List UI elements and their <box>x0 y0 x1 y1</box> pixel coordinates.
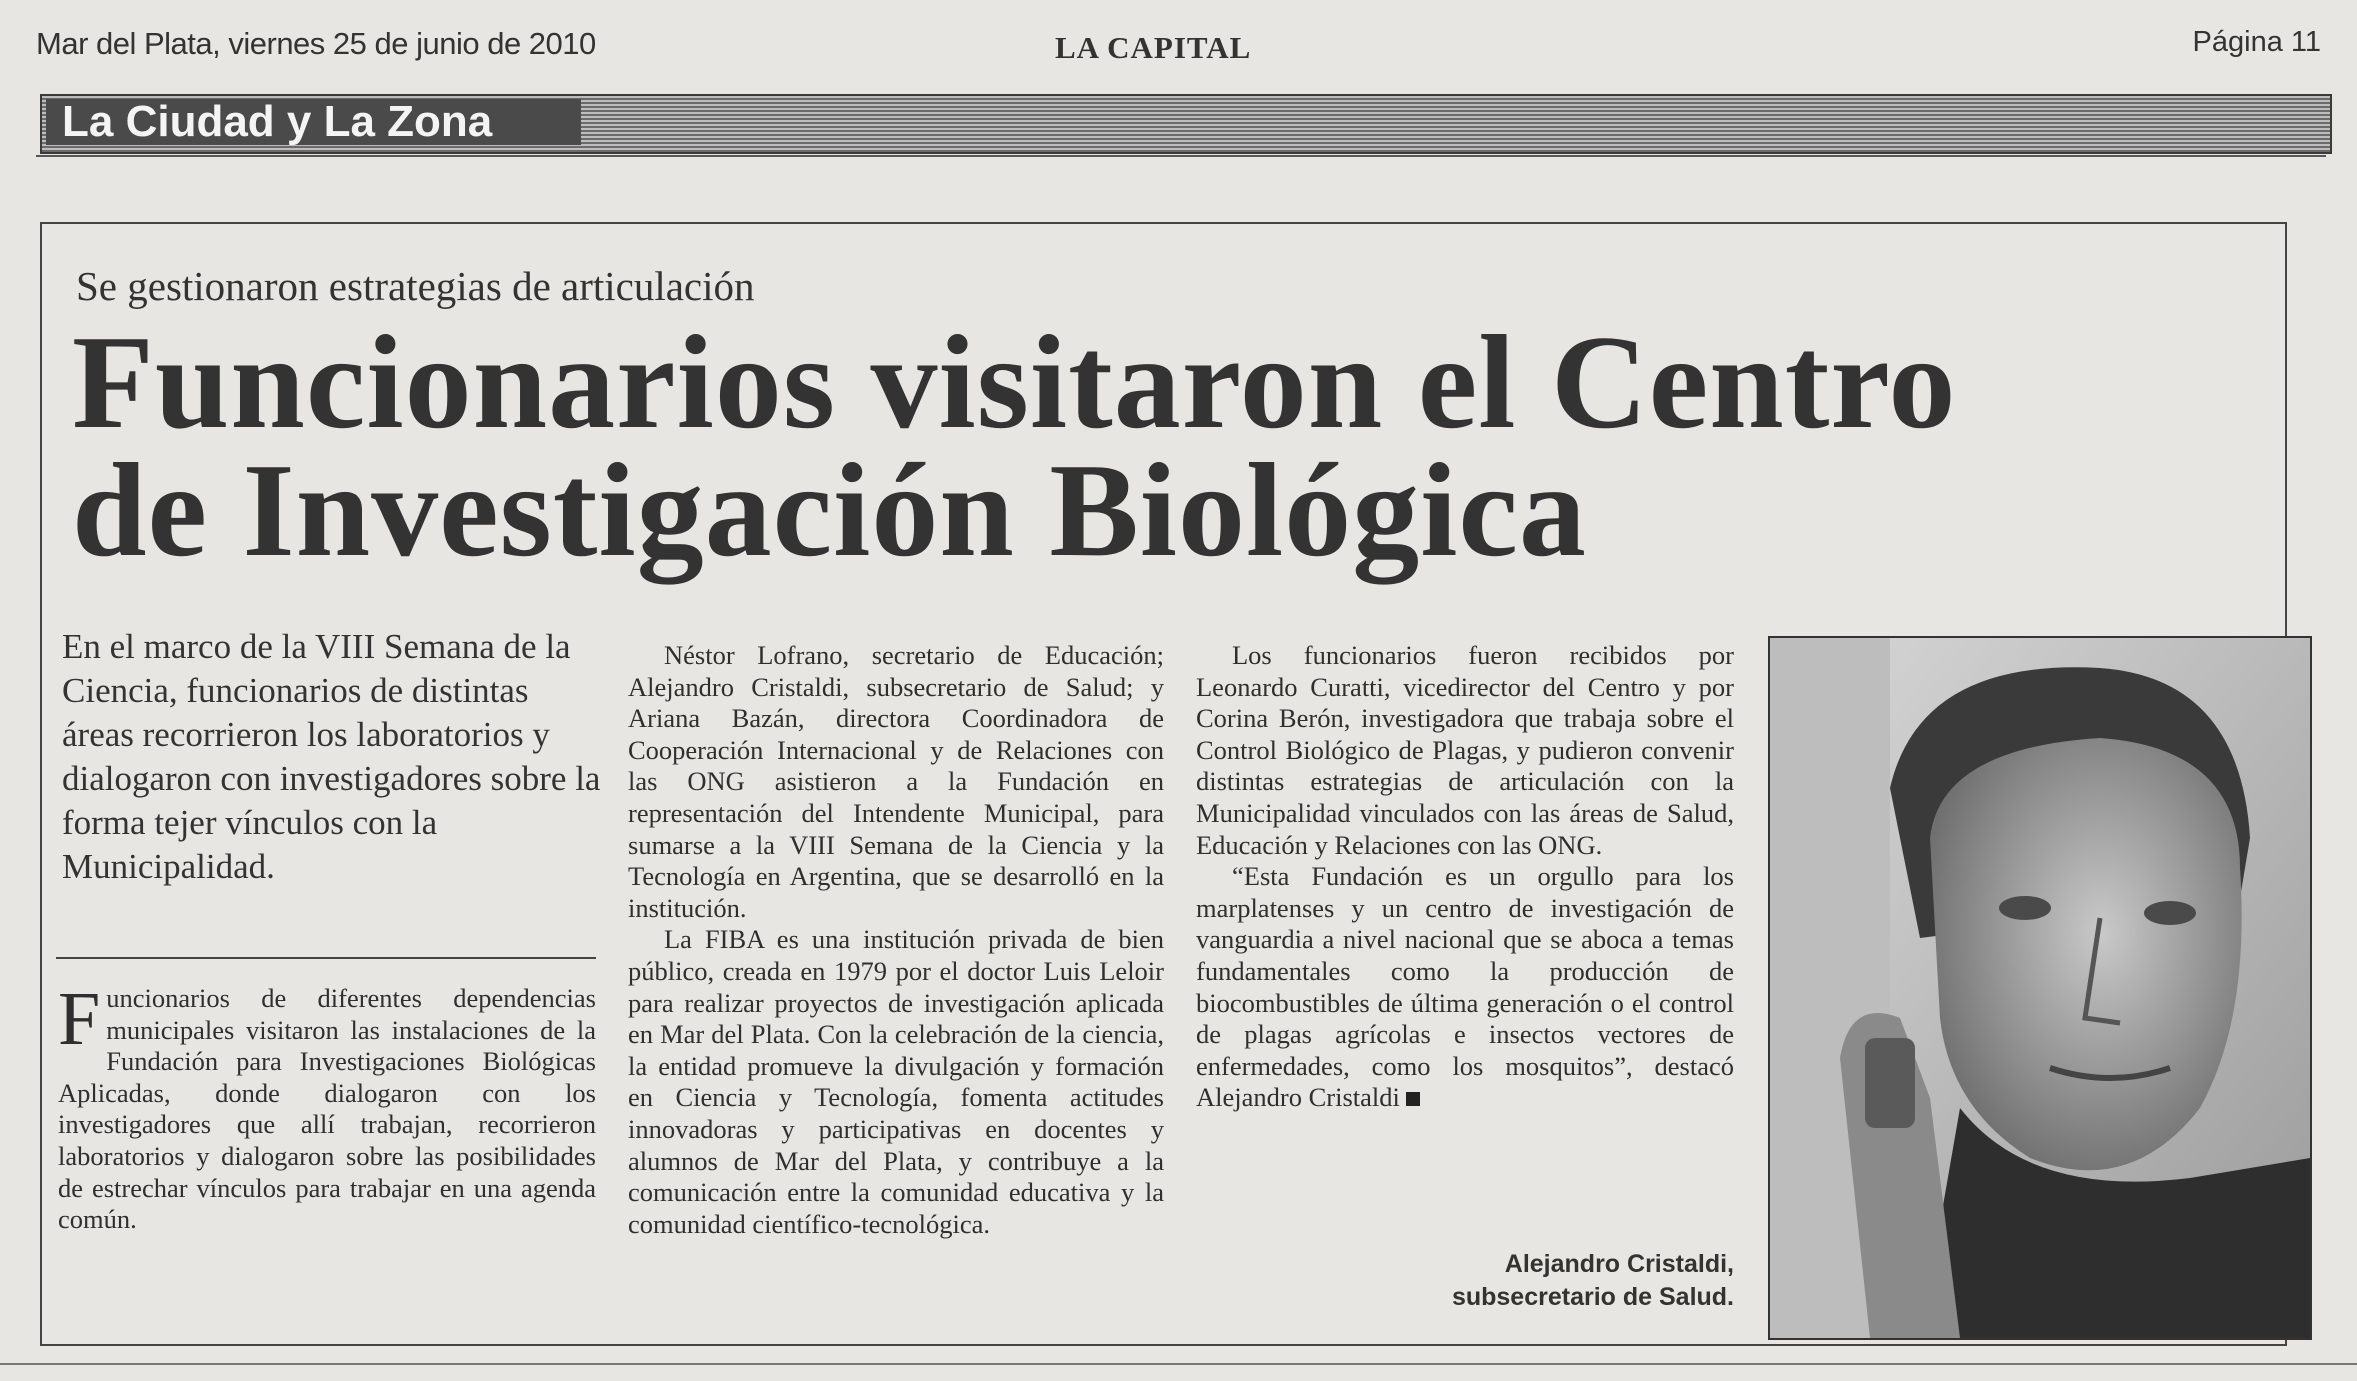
bottom-rule <box>0 1363 2357 1365</box>
paragraph-3: La FIBA es una institución privada de bien público, creada en 1979 por el doctor Luis Leloir para realizar proyectos de investigación aplicada en Mar del Plata. Con la celebración de la ciencia, la entidad promueve la divulgación y formación en Ciencia y Tecnología, fomenta actitudes innovadoras y participativas en docentes y alumnos de Mar del Plata, y contribuye a la comunicación entre la comunidad educativa y la comunidad científico-tecnológica. <box>628 924 1164 1239</box>
lead-divider <box>56 957 596 959</box>
portrait-illustration <box>1770 638 2310 1338</box>
article-lead: En el marco de la VIII Semana de la Ciencia, funcionarios de distintas áreas recorrieron los laboratorios y dialogaron con investigadores sobre la forma tejer vínculos con la Municipalidad. <box>62 627 601 886</box>
top-rule <box>36 155 2326 157</box>
dateline: Mar del Plata, viernes 25 de junio de 2010 <box>36 26 596 61</box>
headline-line-2: de Investigación Biológica <box>72 436 1587 584</box>
end-of-article-mark <box>1406 1092 1420 1106</box>
portrait-photo <box>1768 636 2312 1340</box>
body-column-3 <box>1196 640 1734 1114</box>
newspaper-name: LA CAPITAL <box>1055 30 1252 65</box>
paragraph-2: Néstor Lofrano, secretario de Educación; Alejandro Cristaldi, subsecretario de Salud; y Ariana Bazán, directora Coordinadora de Cooperación Internacional y de Relaciones con las ONG asistieron a la Fundación en representación del Intendente Municipal, para sumarse a la VIII Semana de la Ciencia y la Tecnología en Argentina, que se desarrolló en la institución. <box>628 640 1164 923</box>
caption-name: Alejandro Cristaldi, <box>1504 1250 1734 1278</box>
article-kicker: Se gestionaron estrategias de articulación <box>76 263 755 309</box>
article-headline <box>72 308 2272 584</box>
paragraph-1: uncionarios de diferentes dependencias municipales visitaron las instalaciones de la Fundación para Investigaciones Biológicas Aplicadas, donde dialogaron con los investigadores que allí trabajan, recorrieron laboratorios y dialogaron sobre las posibilidades de estrechar vínculos para trabajar en una agenda común. <box>58 983 596 1235</box>
paragraph-5: “Esta Fundación es un orgullo para los marplatenses y un centro de investigación de vanguardia a nivel nacional que se aboca a temas fundamentales como la producción de biocombustibles de última generación o el control de plagas agrícolas e insectos vectores de enfermedades, como los mosquitos”, destacó Alejandro Cristaldi <box>1196 861 1734 1113</box>
page-number: Página 11 <box>2192 26 2321 58</box>
photo-caption <box>1314 1248 1734 1314</box>
body-column-2 <box>628 640 1164 1240</box>
paragraph-4: Los funcionarios fueron recibidos por Leonardo Curatti, vicedirector del Centro y por Corina Berón, investigadora que trabaja sobre el Control Biológico de Plagas, y pudieron convenir distintas estrategias de articulación con la Municipalidad vinculados con las áreas de Salud, Educación y Relaciones con las ONG. <box>1196 640 1734 860</box>
headline-line-1: Funcionarios visitaron el Centro <box>72 308 1957 456</box>
section-label: La Ciudad y La Zona <box>46 99 581 145</box>
caption-title: subsecretario de Salud. <box>1451 1283 1734 1311</box>
body-column-1 <box>58 977 596 1236</box>
section-banner <box>40 94 2332 154</box>
drop-cap: F <box>58 977 101 1061</box>
